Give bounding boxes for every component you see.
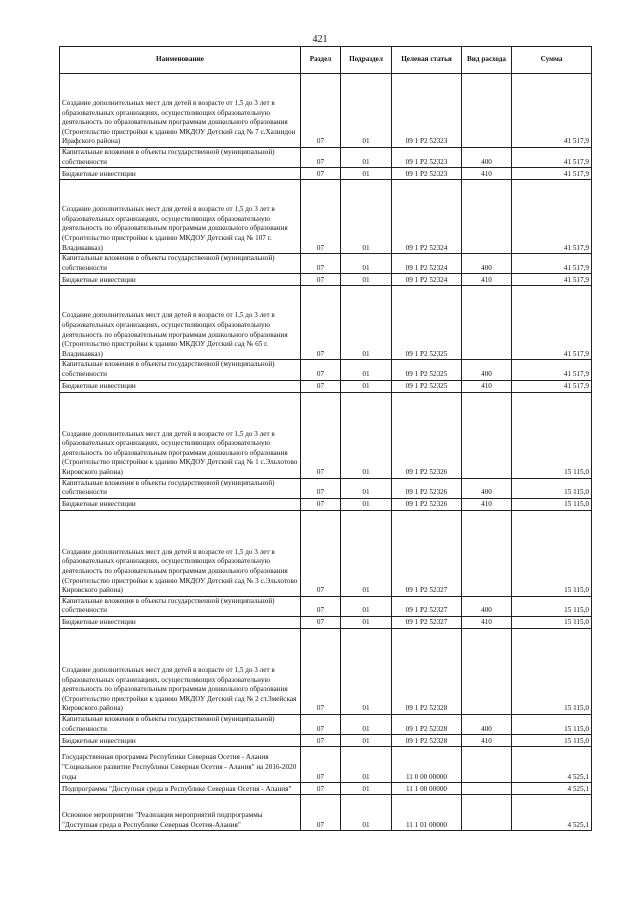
- row-podrazdel: 01: [341, 714, 392, 734]
- row-statya: 09 1 P2 52323: [392, 74, 462, 148]
- row-statya: 09 1 P2 52324: [392, 274, 462, 286]
- row-podrazdel: 01: [341, 510, 392, 596]
- table-header-row: [60, 47, 592, 74]
- row-razdel: 07: [301, 360, 341, 380]
- row-statya: 09 1 P2 52326: [392, 392, 462, 478]
- row-razdel: 07: [301, 286, 341, 360]
- row-summa: 41 517,9: [512, 168, 592, 180]
- row-summa: 41 517,9: [512, 254, 592, 274]
- row-statya: 11 1 00 00000: [392, 783, 462, 795]
- row-podrazdel: 01: [341, 747, 392, 783]
- row-name: Капитальные вложения в объекты государственной (муниципальной) собственности: [60, 478, 301, 498]
- row-razdel: 07: [301, 74, 341, 148]
- row-podrazdel: 01: [341, 735, 392, 747]
- row-summa: 15 115,0: [512, 478, 592, 498]
- budget-table: [59, 46, 592, 831]
- row-podrazdel: 01: [341, 74, 392, 148]
- table-row: [60, 254, 592, 274]
- row-razdel: 07: [301, 783, 341, 795]
- table-row: [60, 168, 592, 180]
- row-statya: 09 1 P2 52327: [392, 616, 462, 628]
- row-razdel: 07: [301, 274, 341, 286]
- row-vid: 410: [462, 616, 512, 628]
- row-summa: 15 115,0: [512, 596, 592, 616]
- row-podrazdel: 01: [341, 180, 392, 254]
- row-statya: 11 0 00 00000: [392, 747, 462, 783]
- row-summa: 4 525,1: [512, 783, 592, 795]
- page-number: 421: [312, 34, 328, 45]
- row-podrazdel: 01: [341, 254, 392, 274]
- row-name: Бюджетные инвестиции: [60, 735, 301, 747]
- row-statya: 11 1 01 00000: [392, 795, 462, 831]
- row-razdel: 07: [301, 795, 341, 831]
- row-name: Создание дополнительных мест для детей в возрасте от 1,5 до 3 лет в образовательных организациях, осуществляющих образовательную деятельность по образовательным программам дошкольного образования (Строительство пристройки к зданию МКДОУ Детский сад № 3 с.Эльхотово Кировского района): [60, 510, 301, 596]
- table-row: [60, 274, 592, 286]
- row-vid: [462, 74, 512, 148]
- row-razdel: 07: [301, 254, 341, 274]
- row-podrazdel: 01: [341, 286, 392, 360]
- row-podrazdel: 01: [341, 795, 392, 831]
- row-statya: 09 1 P2 52327: [392, 510, 462, 596]
- row-summa: 41 517,9: [512, 380, 592, 392]
- row-razdel: 07: [301, 747, 341, 783]
- row-name: Капитальные вложения в объекты государственной (муниципальной) собственности: [60, 254, 301, 274]
- row-statya: 09 1 P2 52325: [392, 360, 462, 380]
- row-vid: [462, 747, 512, 783]
- row-vid: [462, 180, 512, 254]
- row-razdel: 07: [301, 596, 341, 616]
- row-vid: 410: [462, 735, 512, 747]
- table-row: [60, 735, 592, 747]
- table-row: [60, 360, 592, 380]
- table-row: [60, 180, 592, 254]
- row-podrazdel: 01: [341, 628, 392, 714]
- row-podrazdel: 01: [341, 148, 392, 168]
- row-summa: 15 115,0: [512, 510, 592, 596]
- row-summa: 15 115,0: [512, 392, 592, 478]
- row-name: Создание дополнительных мест для детей в возрасте от 1,5 до 3 лет в образовательных организациях, осуществляющих образовательную деятельность по образовательным программам дошкольного образования (Строительство пристройки к зданию МКДОУ Детский сад № 65 г. Владикавказ): [60, 286, 301, 360]
- row-podrazdel: 01: [341, 168, 392, 180]
- row-summa: 15 115,0: [512, 628, 592, 714]
- row-summa: 4 525,1: [512, 795, 592, 831]
- row-vid: [462, 510, 512, 596]
- row-razdel: 07: [301, 168, 341, 180]
- row-name: Создание дополнительных мест для детей в возрасте от 1,5 до 3 лет в образовательных организациях, осуществляющих образовательную деятельность по образовательным программам дошкольного образования (Строительство пристройки к зданию МКДОУ Детский сад № 107 г. Владикавказ): [60, 180, 301, 254]
- row-name: Создание дополнительных мест для детей в возрасте от 1,5 до 3 лет в образовательных организациях, осуществляющих образовательную деятельность по образовательным программам дошкольного образования (Строительство пристройки к зданию МКДОУ Детский сад № 1 с.Эльхотово Кировского района): [60, 392, 301, 478]
- row-vid: 400: [462, 478, 512, 498]
- row-name: Бюджетные инвестиции: [60, 616, 301, 628]
- table-row: [60, 616, 592, 628]
- row-statya: 09 1 P2 52325: [392, 286, 462, 360]
- row-razdel: 07: [301, 380, 341, 392]
- row-podrazdel: 01: [341, 392, 392, 478]
- row-name: Бюджетные инвестиции: [60, 380, 301, 392]
- header-razdel: Раздел: [301, 47, 341, 74]
- table-row: [60, 286, 592, 360]
- row-podrazdel: 01: [341, 498, 392, 510]
- row-name: Создание дополнительных мест для детей в возрасте от 1,5 до 3 лет в образовательных организациях, осуществляющих образовательную деятельность по образовательным программам дошкольного образования (Строительство пристройки к зданию МКДОУ Детский сад № 2 ст.Змейская Кировского района): [60, 628, 301, 714]
- row-vid: [462, 783, 512, 795]
- row-vid: [462, 795, 512, 831]
- row-razdel: 07: [301, 180, 341, 254]
- row-name: Капитальные вложения в объекты государственной (муниципальной) собственности: [60, 360, 301, 380]
- row-name: Бюджетные инвестиции: [60, 498, 301, 510]
- row-vid: 410: [462, 274, 512, 286]
- row-razdel: 07: [301, 478, 341, 498]
- table-row: [60, 783, 592, 795]
- header-summa: Сумма: [512, 47, 592, 74]
- table-row: [60, 628, 592, 714]
- table-row: [60, 74, 592, 148]
- row-vid: 400: [462, 254, 512, 274]
- row-name: Подпрограмма "Доступная среда в Республике Северная Осетия - Алания": [60, 783, 301, 795]
- row-statya: 09 1 P2 52324: [392, 180, 462, 254]
- row-razdel: 07: [301, 628, 341, 714]
- table-row: [60, 747, 592, 783]
- row-podrazdel: 01: [341, 360, 392, 380]
- row-statya: 09 1 P2 52328: [392, 735, 462, 747]
- row-podrazdel: 01: [341, 274, 392, 286]
- table-row: [60, 148, 592, 168]
- table-row: [60, 380, 592, 392]
- row-vid: 400: [462, 714, 512, 734]
- table-row: [60, 392, 592, 478]
- row-podrazdel: 01: [341, 380, 392, 392]
- row-razdel: 07: [301, 148, 341, 168]
- row-name: Основное мероприятие "Реализация мероприятий подпрограммы "Доступная среда в Республике Северная Осетия-Алания": [60, 795, 301, 831]
- row-podrazdel: 01: [341, 783, 392, 795]
- table-row: [60, 510, 592, 596]
- row-summa: 15 115,0: [512, 616, 592, 628]
- row-razdel: 07: [301, 735, 341, 747]
- row-name: Капитальные вложения в объекты государственной (муниципальной) собственности: [60, 148, 301, 168]
- row-statya: 09 1 P2 52327: [392, 596, 462, 616]
- row-name: Бюджетные инвестиции: [60, 274, 301, 286]
- table-row: [60, 478, 592, 498]
- row-summa: 15 115,0: [512, 714, 592, 734]
- row-statya: 09 1 P2 52323: [392, 168, 462, 180]
- row-vid: [462, 628, 512, 714]
- row-name: Бюджетные инвестиции: [60, 168, 301, 180]
- row-summa: 41 517,9: [512, 148, 592, 168]
- row-summa: 41 517,9: [512, 74, 592, 148]
- row-vid: 410: [462, 380, 512, 392]
- row-name: Создание дополнительных мест для детей в возрасте от 1,5 до 3 лет в образовательных организациях, осуществляющих образовательную деятельность по образовательным программам дошкольного образования (Строительство пристройки к зданию МКДОУ Детский сад № 7 с.Хазнидон Ирафского района): [60, 74, 301, 148]
- row-vid: 400: [462, 360, 512, 380]
- row-summa: 41 517,9: [512, 360, 592, 380]
- row-statya: 09 1 P2 52328: [392, 714, 462, 734]
- row-name: Капитальные вложения в объекты государственной (муниципальной) собственности: [60, 596, 301, 616]
- row-razdel: 07: [301, 498, 341, 510]
- row-statya: 09 1 P2 52326: [392, 478, 462, 498]
- row-vid: 400: [462, 596, 512, 616]
- row-vid: 410: [462, 168, 512, 180]
- row-summa: 41 517,9: [512, 286, 592, 360]
- row-summa: 41 517,9: [512, 180, 592, 254]
- row-vid: 400: [462, 148, 512, 168]
- header-podrazdel: Подраздел: [341, 47, 392, 74]
- row-summa: 15 115,0: [512, 498, 592, 510]
- row-summa: 41 517,9: [512, 274, 592, 286]
- row-podrazdel: 01: [341, 596, 392, 616]
- row-podrazdel: 01: [341, 478, 392, 498]
- row-podrazdel: 01: [341, 616, 392, 628]
- row-vid: [462, 392, 512, 478]
- row-statya: 09 1 P2 52328: [392, 628, 462, 714]
- row-statya: 09 1 P2 52323: [392, 148, 462, 168]
- header-statya: Целевая статья: [392, 47, 462, 74]
- row-vid: 410: [462, 498, 512, 510]
- row-statya: 09 1 P2 52324: [392, 254, 462, 274]
- row-statya: 09 1 P2 52326: [392, 498, 462, 510]
- row-razdel: 07: [301, 714, 341, 734]
- row-vid: [462, 286, 512, 360]
- table-row: [60, 795, 592, 831]
- header-name: Наименование: [60, 47, 301, 74]
- table-body: [60, 74, 592, 831]
- table-row: [60, 596, 592, 616]
- row-name: Капитальные вложения в объекты государственной (муниципальной) собственности: [60, 714, 301, 734]
- row-statya: 09 1 P2 52325: [392, 380, 462, 392]
- row-summa: 15 115,0: [512, 735, 592, 747]
- row-summa: 4 525,1: [512, 747, 592, 783]
- table-row: [60, 498, 592, 510]
- row-name: Государственная программа Республики Северная Осетия - Алания "Социальное развитие Республики Северная Осетия - Алания" на 2016-2020 годы: [60, 747, 301, 783]
- header-vid: Вид расхода: [462, 47, 512, 74]
- row-razdel: 07: [301, 392, 341, 478]
- row-razdel: 07: [301, 510, 341, 596]
- table-row: [60, 714, 592, 734]
- row-razdel: 07: [301, 616, 341, 628]
